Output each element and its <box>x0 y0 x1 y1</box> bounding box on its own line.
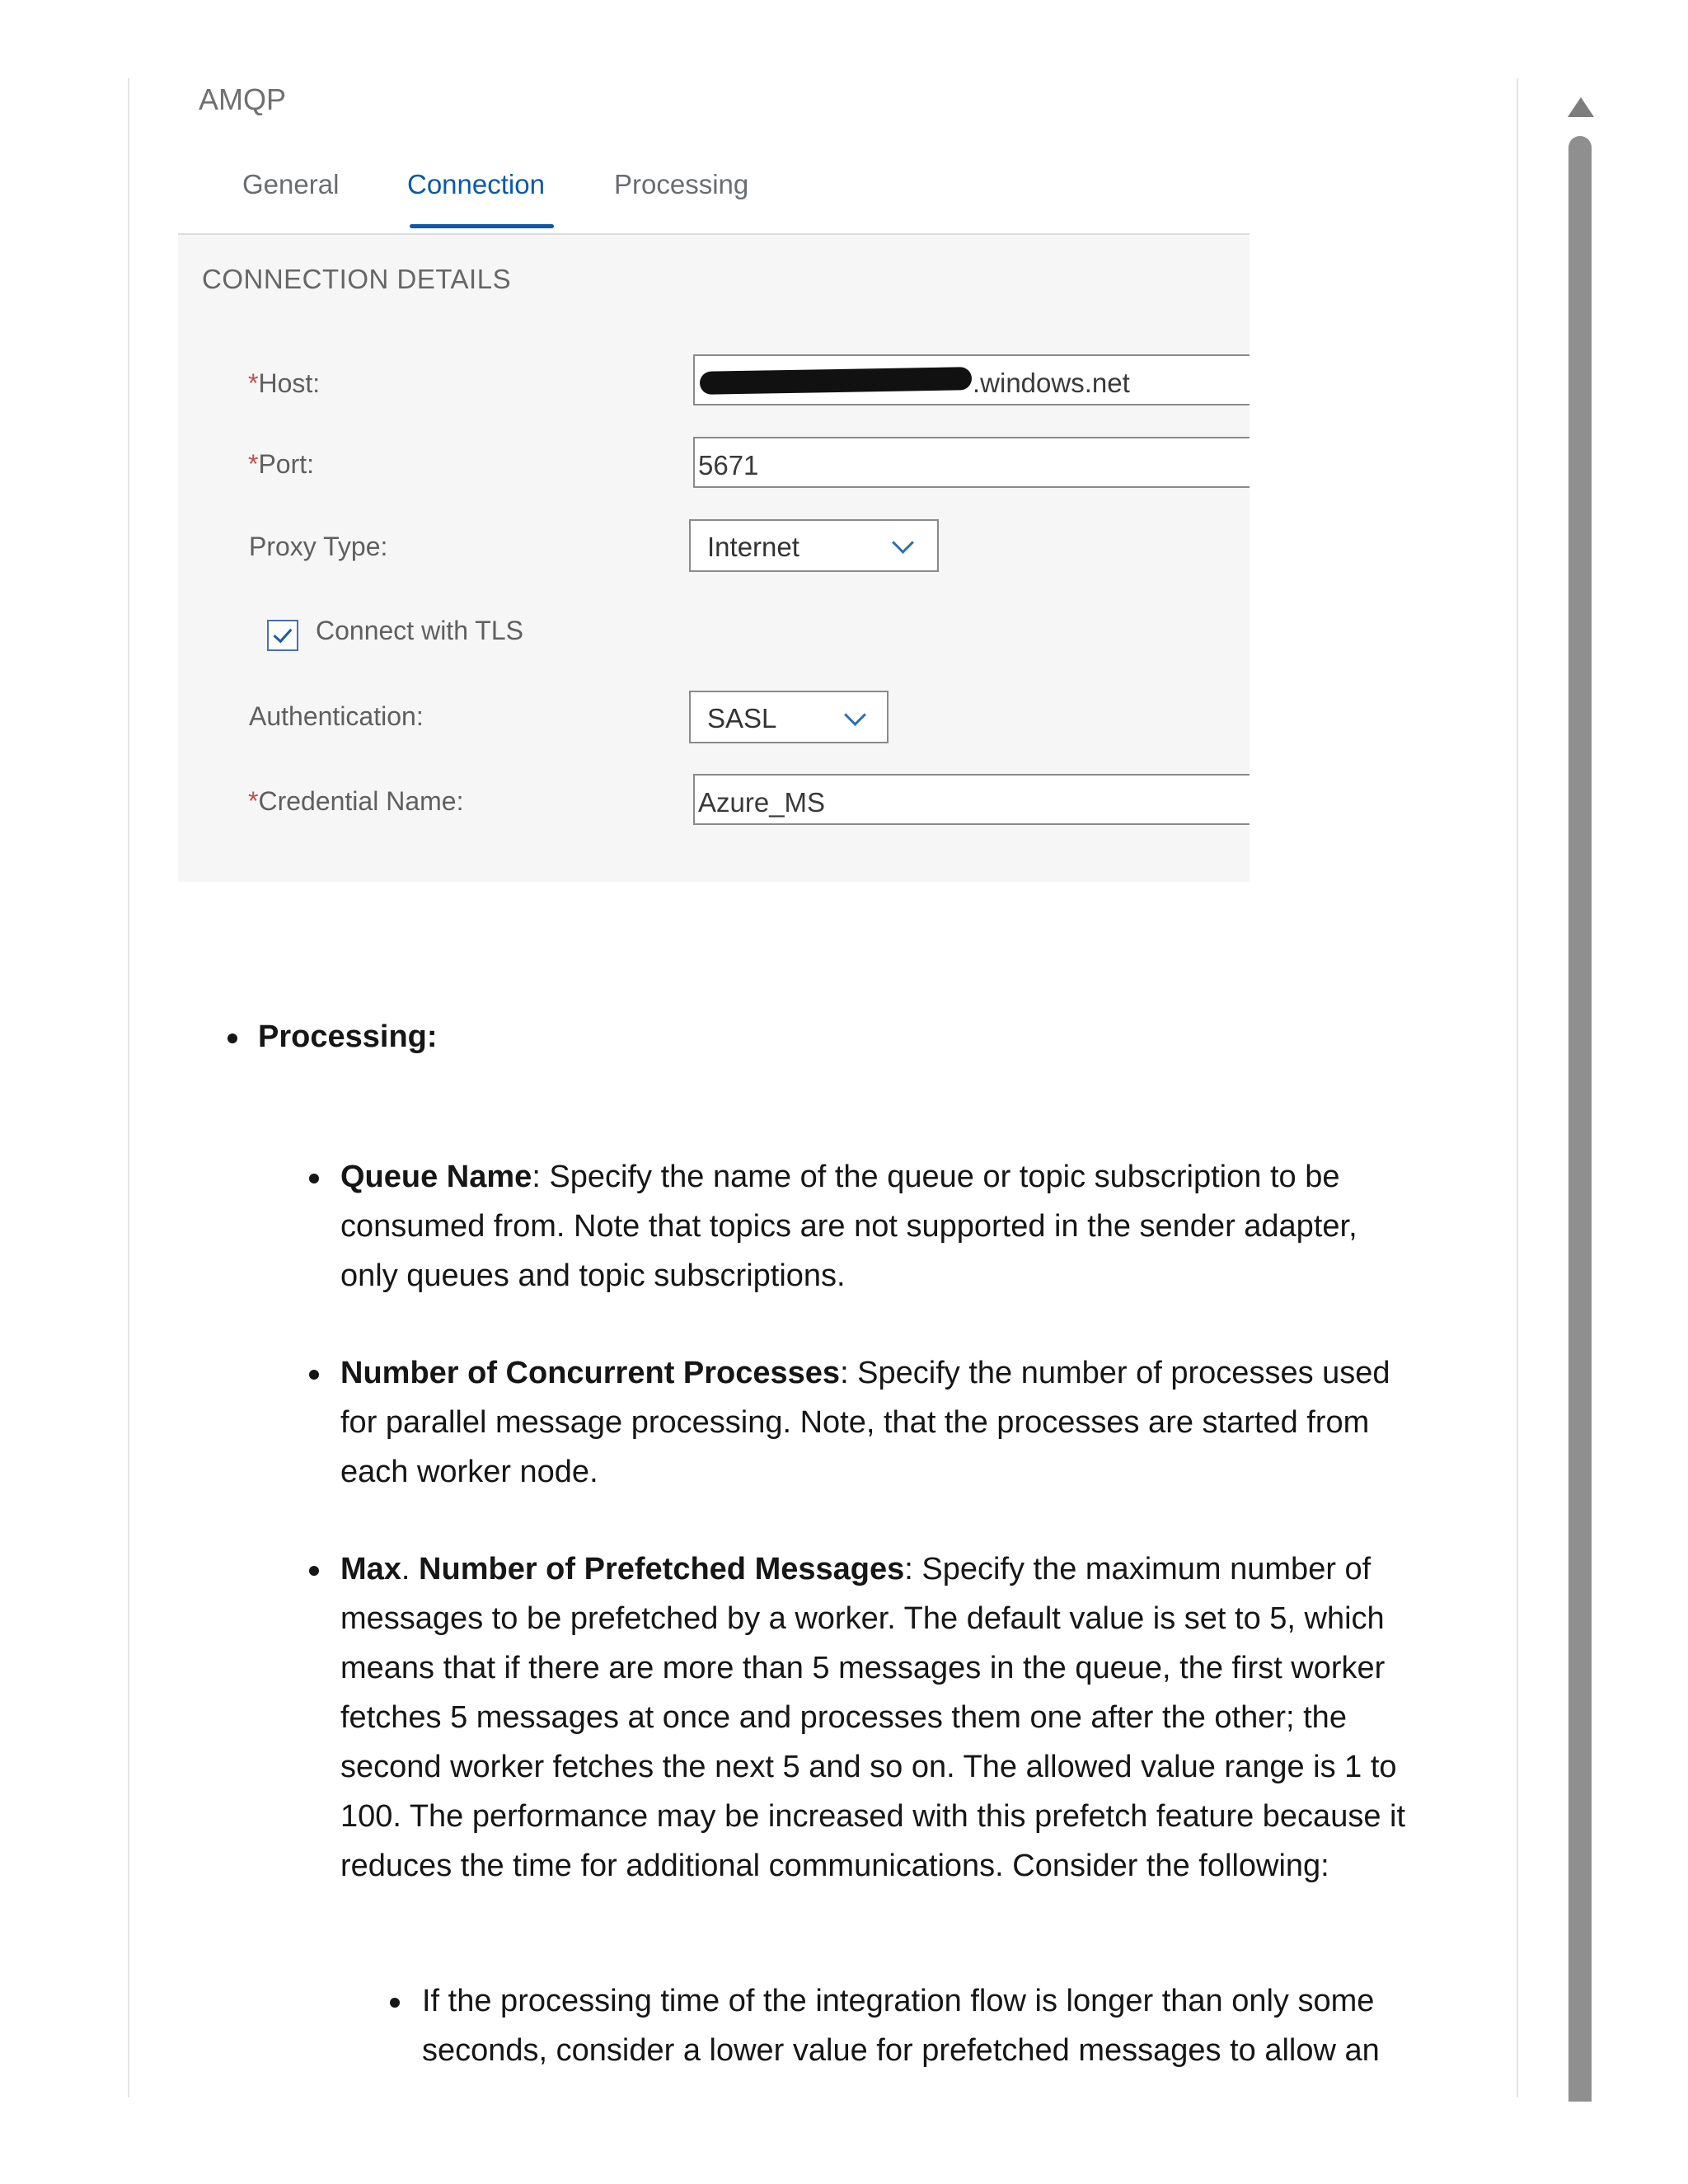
term: Queue Name <box>340 1160 532 1194</box>
redacted-host-prefix <box>700 367 972 395</box>
tab-processing[interactable]: Processing <box>614 169 749 199</box>
host-label: *Host: <box>248 368 321 398</box>
chevron-down-icon <box>844 704 866 726</box>
sub-list-item: If the processing time of the integration flow is longer than only some seconds, consider a lower value for prefetched messages to allow an <box>422 1984 1380 2068</box>
required-asterisk: * <box>248 786 259 816</box>
connect-tls-label: Connect with TLS <box>316 616 523 645</box>
section-title: CONNECTION DETAILS <box>202 264 512 294</box>
chevron-down-icon <box>892 532 914 554</box>
list-item: Number of Concurrent Processes: Specify the number of processes used for parallel message processing. Note, that the processes are started from each worker node. <box>340 1356 1390 1489</box>
required-asterisk: * <box>248 368 259 398</box>
adapter-title: AMQP <box>199 82 287 116</box>
scrollbar-thumb[interactable] <box>1568 136 1592 2102</box>
tab-general[interactable]: General <box>242 169 340 199</box>
content-border-left <box>128 78 129 2097</box>
tab-connection[interactable]: Connection <box>407 169 545 199</box>
credential-name-field[interactable] <box>693 774 1250 825</box>
list-item: Queue Name: Specify the name of the queue or topic subscription to be consumed from. Note that topics are not supported in the sender adapter, only queues and topic subscriptions. <box>340 1160 1357 1293</box>
bullet <box>309 1174 319 1183</box>
authentication-label: Authentication: <box>249 701 424 731</box>
bullet <box>309 1370 319 1380</box>
credential-name-label: *Credential Name: <box>248 786 464 816</box>
term: Number of Concurrent Processes <box>340 1356 841 1390</box>
list-item: Max. Number of Prefetched Messages: Specify the maximum number of messages to be prefetched by a worker. The default value is set to 5, which means that if there are more than 5 messages in the queue, the first worker fetches 5 messages at once and processes them one after the other; the second worker fetches the next 5 and so on. The allowed value range is 1 to 100. The performance may be increased with this prefetch feature because it reduces the time for additional communications. Consider the following: <box>340 1552 1406 1883</box>
scroll-up-arrow-icon[interactable] <box>1568 97 1594 117</box>
proxy-type-label: Proxy Type: <box>249 532 388 561</box>
term: Max <box>340 1552 401 1586</box>
authentication-value: SASL <box>707 703 777 733</box>
port-label: *Port: <box>248 449 315 479</box>
active-tab-indicator <box>410 224 554 228</box>
processing-heading: Processing: <box>258 1019 438 1054</box>
proxy-type-value: Internet <box>707 532 799 562</box>
port-value: 5671 <box>698 450 759 480</box>
checkmark-icon <box>274 624 293 644</box>
port-field[interactable] <box>693 437 1250 488</box>
bullet <box>390 1998 400 2008</box>
bullet <box>309 1566 319 1576</box>
host-value-suffix: .windows.net <box>973 368 1130 398</box>
term: Number of Prefetched Messages <box>419 1552 905 1586</box>
required-asterisk: * <box>248 449 259 479</box>
content-border-right <box>1517 78 1518 2097</box>
proxy-type-select[interactable] <box>689 519 939 572</box>
connect-tls-checkbox[interactable] <box>267 620 298 651</box>
credential-name-value: Azure_MS <box>698 787 826 818</box>
bullet <box>227 1033 237 1043</box>
host-field[interactable] <box>693 354 1250 405</box>
authentication-select[interactable] <box>689 691 889 743</box>
